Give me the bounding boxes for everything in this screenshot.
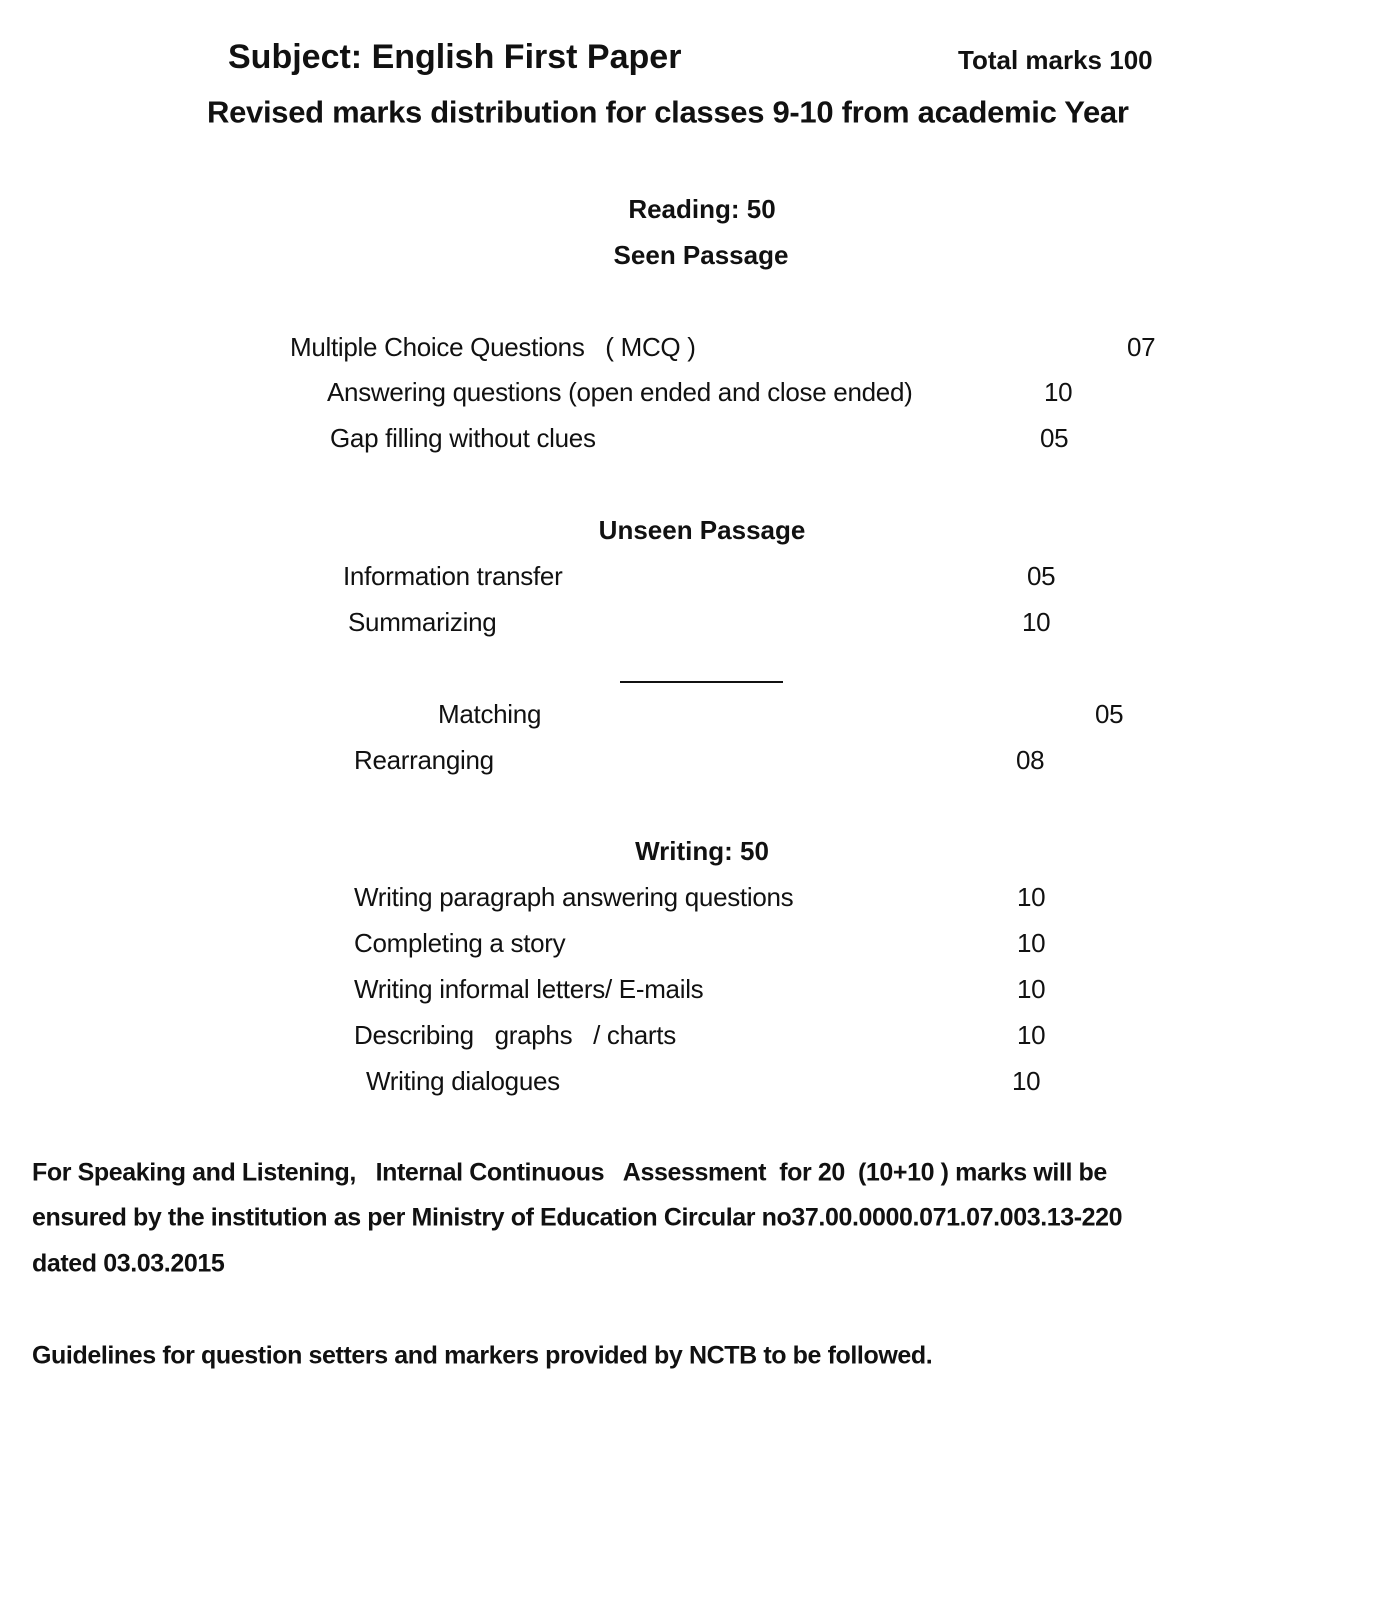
item-label: Multiple Choice Questions ( MCQ ) xyxy=(290,332,696,362)
subject-title: Subject: English First Paper xyxy=(228,38,682,76)
item-marks: 07 xyxy=(1127,332,1156,362)
item-label: Writing informal letters/ E-mails xyxy=(354,974,704,1004)
item-marks: 10 xyxy=(1017,882,1046,912)
item-label: Writing dialogues xyxy=(366,1066,560,1096)
footer-line: dated 03.03.2015 xyxy=(32,1249,225,1278)
item-label: Information transfer xyxy=(343,561,563,591)
seen-passage-heading: Seen Passage xyxy=(613,240,789,270)
subtitle: Revised marks distribution for classes 9-10 from academic Year xyxy=(207,94,1129,130)
item-label: Gap filling without clues xyxy=(330,423,596,453)
item-marks: 10 xyxy=(1017,1020,1046,1050)
guidelines-note: Guidelines for question setters and markers provided by NCTB to be followed. xyxy=(32,1341,933,1370)
item-marks: 10 xyxy=(1012,1066,1041,1096)
writing-heading: Writing: 50 xyxy=(635,836,769,866)
divider xyxy=(620,681,783,683)
item-label: Describing graphs / charts xyxy=(354,1020,676,1050)
item-marks: 10 xyxy=(1017,928,1046,958)
item-label: Matching xyxy=(438,699,542,729)
item-label: Summarizing xyxy=(348,607,497,637)
item-label: Writing paragraph answering questions xyxy=(354,882,794,912)
item-marks: 05 xyxy=(1095,699,1124,729)
footer-line: For Speaking and Listening, Internal Continuous Assessment for 20 (10+10 ) marks will be xyxy=(32,1158,1107,1187)
item-label: Answering questions (open ended and close ended) xyxy=(327,377,913,407)
item-marks: 05 xyxy=(1027,561,1056,591)
item-marks: 08 xyxy=(1016,745,1045,775)
item-marks: 10 xyxy=(1044,377,1073,407)
unseen-passage-heading: Unseen Passage xyxy=(598,515,806,545)
item-marks: 10 xyxy=(1017,974,1046,1004)
item-label: Completing a story xyxy=(354,928,566,958)
total-marks: Total marks 100 xyxy=(958,45,1153,75)
footer-line: ensured by the institution as per Ministry of Education Circular no37.00.0000.071.07.003.13-220 xyxy=(32,1203,1123,1232)
item-marks: 10 xyxy=(1022,607,1051,637)
item-label: Rearranging xyxy=(354,745,494,775)
reading-heading: Reading: 50 xyxy=(628,194,776,224)
item-marks: 05 xyxy=(1040,423,1069,453)
